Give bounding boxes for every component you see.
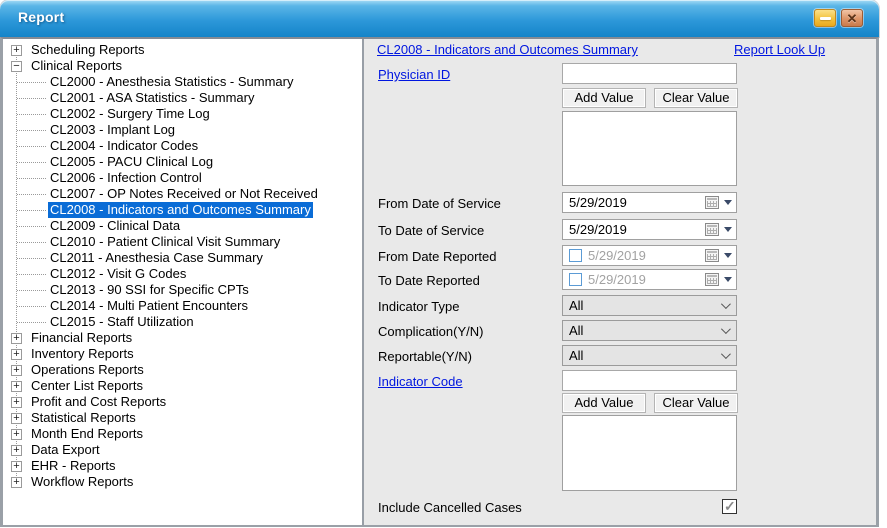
reportable-select[interactable] [562,345,737,366]
include-cancelled-cases-label: Include Cancelled Cases [378,500,522,515]
tree-item[interactable] [3,362,362,378]
tree-item[interactable] [3,378,362,394]
tree-item[interactable] [3,106,362,122]
to-date-of-service-picker[interactable] [562,219,737,240]
physician-id-listbox[interactable] [562,111,737,186]
expand-icon[interactable]: + [11,381,22,392]
tree-item-label: CL2006 - Infection Control [50,170,202,185]
tree-item-label: CL2007 - OP Notes Received or Not Received [50,186,318,201]
from-date-reported-label: From Date Reported [378,249,497,264]
tree-item-label: CL2005 - PACU Clinical Log [50,154,214,169]
to-date-of-service-label: To Date of Service [378,223,485,238]
selected-option: All [569,348,584,363]
expand-icon[interactable]: + [11,445,22,456]
tree-item-label: Scheduling Reports [31,42,145,57]
indicator-type-label: Indicator Type [378,299,460,314]
enable-date-checkbox[interactable] [569,249,582,262]
tree-item[interactable] [3,58,362,74]
complication-select[interactable] [562,320,737,341]
calendar-icon [705,273,719,286]
report-lookup-link[interactable]: Report Look Up [734,42,826,57]
selected-option: All [569,298,584,313]
date-value: 5/29/2019 [588,248,646,263]
tree-item-label: CL2004 - Indicator Codes [50,138,199,153]
chevron-down-icon [721,324,731,334]
report-parameters-panel [366,39,879,525]
calendar-icon [705,249,719,262]
dropdown-arrow-icon[interactable] [724,227,732,232]
tree-item-label: CL2013 - 90 SSI for Specific CPTs [50,282,249,297]
date-value: 5/29/2019 [569,195,627,210]
tree-item[interactable] [3,234,362,250]
dropdown-arrow-icon[interactable] [724,253,732,258]
from-date-reported-picker[interactable] [562,245,737,266]
report-title-link[interactable]: CL2008 - Indicators and Outcomes Summary [377,42,638,57]
dropdown-arrow-icon[interactable] [724,277,732,282]
tree-item[interactable] [3,90,362,106]
tree-item-label: CL2010 - Patient Clinical Visit Summary [50,234,281,249]
selected-option: All [569,323,584,338]
tree-item[interactable] [3,74,362,90]
indicator-clear-value-button[interactable]: Clear Value [654,393,738,413]
tree-item-label: CL2015 - Staff Utilization [50,314,194,329]
to-date-reported-picker[interactable] [562,269,737,290]
tree-item[interactable] [3,138,362,154]
tree-item[interactable] [3,298,362,314]
physician-add-value-button[interactable]: Add Value [562,88,646,108]
indicator-code-link[interactable]: Indicator Code [378,374,463,389]
calendar-icon [705,223,719,236]
expand-icon[interactable]: + [11,333,22,344]
calendar-icon [705,196,719,209]
tree-item-label: CL2011 - Anesthesia Case Summary [50,250,263,265]
physician-clear-value-button[interactable]: Clear Value [654,88,738,108]
tree-item[interactable] [3,426,362,442]
tree-item[interactable] [3,458,362,474]
date-value: 5/29/2019 [588,272,646,287]
close-icon: ✕ [846,10,858,26]
tree-item-label: Data Export [31,442,100,457]
expand-icon[interactable]: + [11,413,22,424]
enable-date-checkbox[interactable] [569,273,582,286]
tree-item[interactable] [3,122,362,138]
reportable-label: Reportable(Y/N) [378,349,472,364]
close-button[interactable] [841,9,863,27]
tree-item-label: CL2000 - Anesthesia Statistics - Summary [50,74,294,89]
tree-item[interactable] [3,218,362,234]
tree-item-label: CL2001 - ASA Statistics - Summary [50,90,255,105]
tree-item[interactable] [3,266,362,282]
tree-item[interactable] [3,330,362,346]
collapse-icon[interactable]: − [11,61,22,72]
tree-item-label: CL2003 - Implant Log [50,122,176,137]
tree-item[interactable] [3,314,362,330]
tree-item[interactable] [3,42,362,58]
tree-item[interactable] [3,170,362,186]
expand-icon[interactable]: + [11,45,22,56]
window-content [0,37,879,527]
include-cancelled-cases-checkbox[interactable] [722,499,737,514]
tree-item-label: Clinical Reports [31,58,123,73]
tree-item[interactable] [3,250,362,266]
expand-icon[interactable]: + [11,477,22,488]
tree-item-label: Statistical Reports [31,410,136,425]
to-date-reported-label: To Date Reported [378,273,480,288]
indicator-add-value-button[interactable]: Add Value [562,393,646,413]
chevron-down-icon [721,349,731,359]
window-title: Report [18,9,65,25]
tree-item-label: CL2008 - Indicators and Outcomes Summary [50,202,311,217]
tree-item-label: Workflow Reports [31,474,134,489]
tree-item[interactable] [3,346,362,362]
tree-item[interactable] [3,282,362,298]
tree-item-label: Month End Reports [31,426,144,441]
from-date-of-service-picker[interactable] [562,192,737,213]
tree-item[interactable] [3,442,362,458]
expand-icon[interactable]: + [11,349,22,360]
minimize-button[interactable] [814,9,836,27]
complication-label: Complication(Y/N) [378,324,484,339]
tree-item-label: CL2009 - Clinical Data [50,218,181,233]
expand-icon[interactable]: + [11,461,22,472]
indicator-code-input[interactable] [562,370,737,391]
expand-icon[interactable]: + [11,365,22,376]
date-value: 5/29/2019 [569,222,627,237]
dropdown-arrow-icon[interactable] [724,200,732,205]
tree-item[interactable] [3,154,362,170]
indicator-type-select[interactable] [562,295,737,316]
report-tree[interactable] [3,39,364,525]
tree-item[interactable] [3,394,362,410]
tree-item-label: EHR - Reports [31,458,116,473]
tree-item-label: Profit and Cost Reports [31,394,167,409]
tree-item-label: Center List Reports [31,378,143,393]
tree-item[interactable] [3,474,362,490]
tree-item-label: Financial Reports [31,330,133,345]
minimize-icon [820,17,831,20]
indicator-code-listbox[interactable] [562,415,737,491]
physician-id-input[interactable] [562,63,737,84]
tree-item-label: CL2012 - Visit G Codes [50,266,187,281]
tree-item-label: CL2002 - Surgery Time Log [50,106,210,121]
tree-item[interactable] [3,410,362,426]
tree-item[interactable] [3,202,362,218]
tree-item-label: CL2014 - Multi Patient Encounters [50,298,248,313]
from-date-of-service-label: From Date of Service [378,196,501,211]
chevron-down-icon [721,299,731,309]
title-bar[interactable] [0,0,879,37]
expand-icon[interactable]: + [11,429,22,440]
tree-item-label: Inventory Reports [31,346,134,361]
tree-item-label: Operations Reports [31,362,144,377]
tree-item[interactable] [3,186,362,202]
expand-icon[interactable]: + [11,397,22,408]
physician-id-link[interactable]: Physician ID [378,67,451,82]
